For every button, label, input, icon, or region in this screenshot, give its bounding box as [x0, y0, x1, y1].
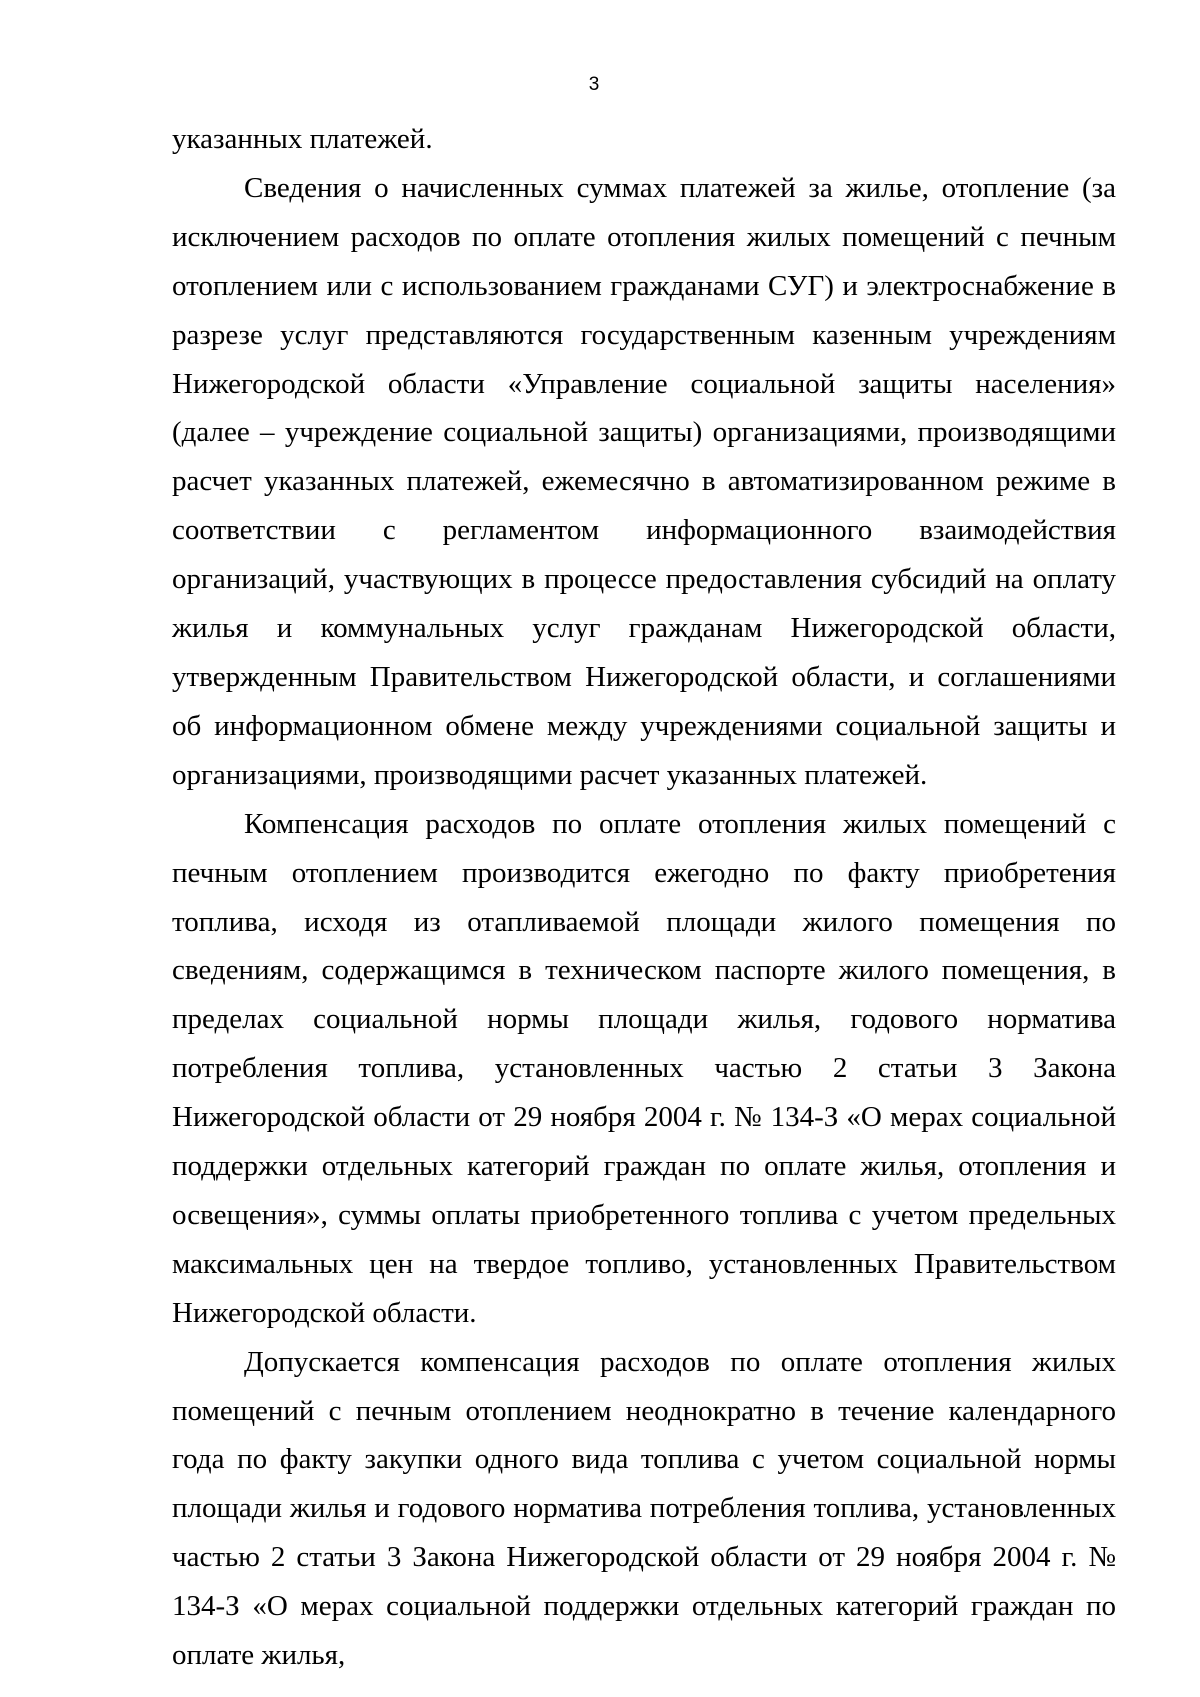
document-body [172, 115, 1116, 1680]
page-number: 3 [588, 74, 600, 95]
paragraph: Допускается компенсация расходов по оплате отопления жилых помещений с печным отоплением неоднократно в течение календарного года по факту закупки одного вида топлива с учетом социальной нормы площади жилья и годового норматива потребления топлива, установленных частью 2 статьи 3 Закона Нижегородской области от 29 ноября 2004 г. № 134-З «О мерах социальной поддержки отдельных категорий граждан по оплате жилья, [172, 1345, 1116, 1672]
paragraph: Компенсация расходов по оплате отопления жилых помещений с печным отоплением производится ежегодно по факту приобретения топлива, исходя из отапливаемой площади жилого помещения по сведениям, содержащимся в техническом паспорте жилого помещения, в пределах социальной нормы площади жилья, годового норматива потребления топлива, установленных частью 2 статьи 3 Закона Нижегородской области от 29 ноября 2004 г. № 134-З «О мерах социальной поддержки отдельных категорий граждан по оплате жилья, отопления и освещения», суммы оплаты приобретенного топлива с учетом предельных максимальных цен на твердое топливо, установленных Правительством Нижегородской области. [172, 807, 1116, 1329]
paragraph: Сведения о начисленных суммах платежей за жилье, отопление (за исключением расходов по оплате отопления жилых помещений с печным отоплением или с использованием гражданами СУГ) и электроснабжение в разрезе услуг представляются государственным казенным учреждениям Нижегородской области «Управление социальной защиты населения» (далее – учреждение социальной защиты) организациями, производящими расчет указанных платежей, ежемесячно в автоматизированном режиме в соответствии с регламентом информационного взаимодействия организаций, участвующих в процессе предоставления субсидий на оплату жилья и коммунальных услуг гражданам Нижегородской области, утвержденным Правительством Нижегородской области, и соглашениями об информационном обмене между учреждениями социальной защиты и организациями, производящими расчет указанных платежей. [172, 171, 1116, 791]
paragraph-continuation: указанных платежей. [172, 123, 433, 155]
